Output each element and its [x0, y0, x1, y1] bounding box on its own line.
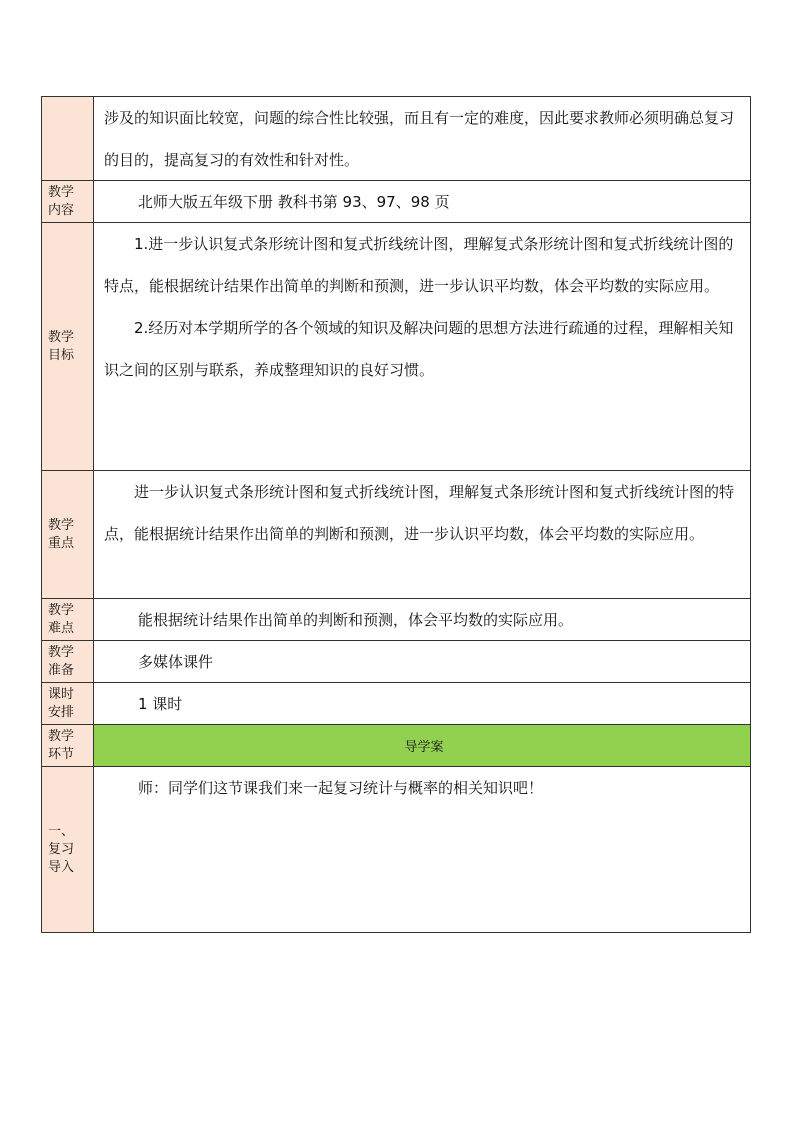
row-intro-label: [42, 97, 94, 180]
row-intro: [41, 97, 751, 181]
row-review-content: [94, 767, 750, 932]
label-line-1: 教学: [48, 329, 75, 345]
row-difficulty-text: 能根据统计结果作出简单的判断和预测，体会平均数的实际应用。: [138, 611, 574, 629]
label-line-2: 环节: [48, 746, 75, 762]
label-line-1: 教学: [48, 184, 75, 200]
review-text: 师：同学们这节课我们来一起复习统计与概率的相关知识吧！: [138, 779, 544, 797]
label-line-1: 教学: [48, 602, 75, 618]
row-schedule-text: 1 课时: [138, 695, 183, 713]
row-teaching-stage: [41, 725, 751, 767]
label-line-2: 重点: [48, 535, 75, 551]
label-line-2: 内容: [48, 202, 75, 218]
row-review: [41, 767, 751, 933]
label-line-2: 安排: [48, 704, 75, 720]
label-line-3: 导入: [48, 859, 75, 875]
label-line-1: 教学: [48, 728, 75, 744]
key-points-text: 进一步认识复式条形统计图和复式折线统计图，理解复式条形统计图和复式折线统计图的特点，能根据统计结果作出简单的判断和预测，进一步认识平均数，体会平均数的实际应用。: [104, 483, 735, 543]
label-line-2: 难点: [48, 620, 75, 636]
row-difficulty-label: [42, 599, 94, 640]
label-line-1: 教学: [48, 644, 75, 660]
row-intro-content: [94, 97, 750, 180]
row-teaching-content: [41, 181, 751, 223]
row-key-points-label: [42, 471, 94, 598]
row-preparation-text: 多媒体课件: [138, 653, 214, 671]
label-line-1: 教学: [48, 517, 75, 533]
row-teaching-content-label: [42, 181, 94, 222]
label-line-1: 课时: [48, 686, 75, 702]
row-teaching-content-text: 北师大版五年级下册 教科书第 93、97、98 页: [138, 193, 450, 211]
row-goals: [41, 223, 751, 471]
row-preparation-label: [42, 641, 94, 682]
row-preparation: [41, 641, 751, 683]
row-teaching-stage-label: [42, 725, 94, 766]
label-line-2: 准备: [48, 662, 75, 678]
label-line-1: 一、: [48, 823, 75, 839]
row-goals-label: [42, 223, 94, 470]
label-line-2: 目标: [48, 347, 75, 363]
row-goals-content: [94, 223, 750, 470]
row-review-label: [42, 767, 94, 932]
row-schedule: [41, 683, 751, 725]
row-key-points: [41, 471, 751, 599]
goals-para-1: 1.进一步认识复式条形统计图和复式折线统计图，理解复式条形统计图和复式折线统计图的特点，能根据统计结果作出简单的判断和预测，进一步认识平均数，体会平均数的实际应用。: [104, 235, 734, 295]
lesson-plan-table: [41, 96, 751, 933]
row-intro-text: 涉及的知识面比较宽，问题的综合性比较强，而且有一定的难度，因此要求教师必须明确总复习的目的，提高复习的有效性和针对性。: [104, 109, 735, 169]
row-difficulty: [41, 599, 751, 641]
row-teaching-stage-header: 导学案: [94, 725, 750, 766]
row-key-points-content: [94, 471, 750, 598]
row-schedule-label: [42, 683, 94, 724]
label-line-2: 复习: [48, 841, 75, 857]
goals-para-2: 2.经历对本学期所学的各个领域的知识及解决问题的思想方法进行疏通的过程，理解相关知识之间的区别与联系，养成整理知识的良好习惯。: [104, 319, 734, 379]
